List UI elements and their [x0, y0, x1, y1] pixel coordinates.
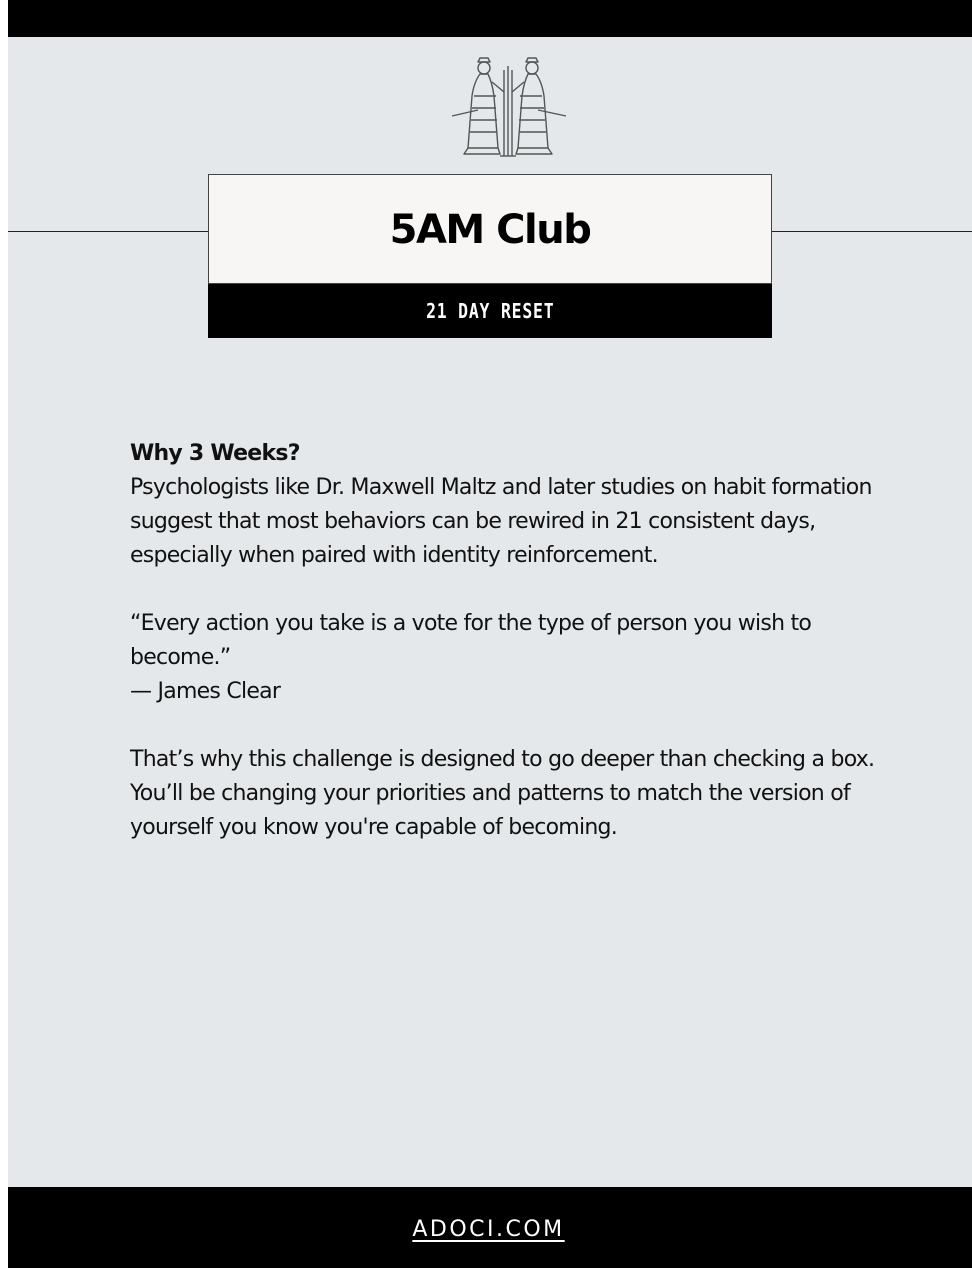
- subtitle-bar: [208, 284, 772, 338]
- section-heading: Why 3 Weeks?: [130, 441, 300, 466]
- closing-paragraph: That’s why this challenge is designed to go deeper than checking a box. You’ll be changing your priorities and patterns to match the version of yourself you know you're capable of becoming.: [130, 747, 875, 840]
- title-box: [208, 174, 772, 284]
- spacer: [130, 573, 890, 607]
- header-rule-left: [8, 231, 208, 232]
- website-link[interactable]: ADOCI.COM: [412, 1217, 565, 1242]
- header-rule-right: [772, 231, 972, 232]
- content-section: [130, 437, 890, 845]
- page: [8, 0, 972, 1268]
- top-bar: [8, 0, 972, 37]
- guardian-figures-emblem-icon: [438, 52, 578, 160]
- footer-bar: [8, 1187, 972, 1268]
- spacer: [130, 709, 890, 743]
- page-subtitle: 21 DAY RESET: [425, 299, 555, 323]
- quote-text: “Every action you take is a vote for the type of person you wish to become.”: [130, 611, 812, 670]
- page-title: 5AM Club: [389, 207, 591, 253]
- quote-author: — James Clear: [130, 679, 281, 704]
- intro-paragraph: Psychologists like Dr. Maxwell Maltz and later studies on habit formation suggest that most behaviors can be rewired in 21 consistent days, especially when paired with identity reinforcement.: [130, 475, 872, 568]
